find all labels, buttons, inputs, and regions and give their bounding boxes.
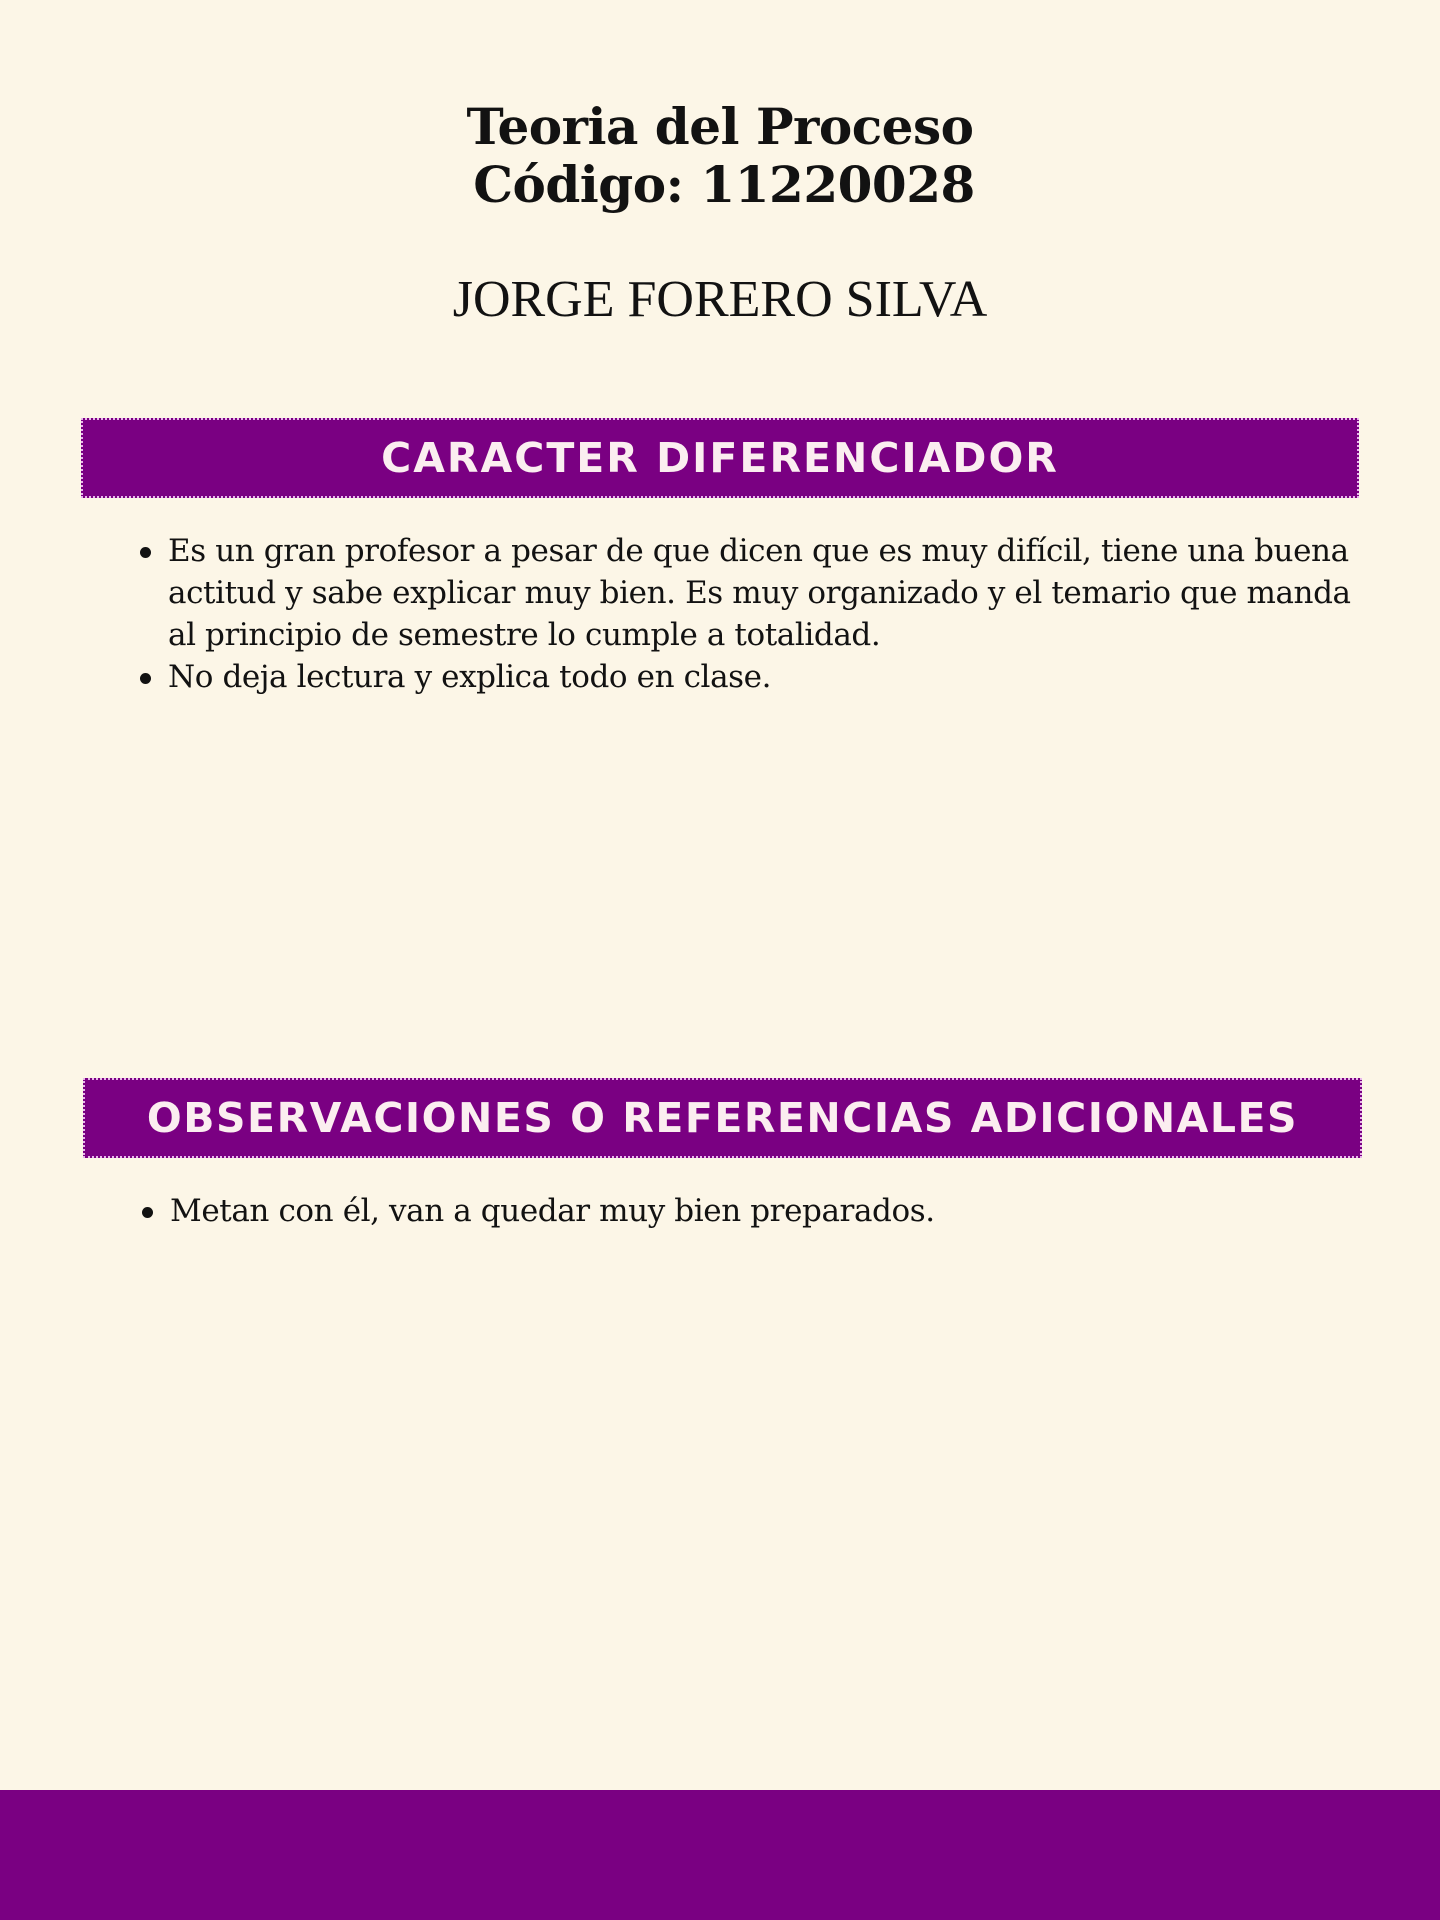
bullet-icon xyxy=(140,547,151,558)
list-item xyxy=(140,1190,1340,1232)
course-title: Teoria del Proceso xyxy=(466,97,974,156)
observaciones-list xyxy=(140,1190,1340,1232)
list-item xyxy=(138,656,1358,698)
list-item xyxy=(138,530,1358,656)
section-title: OBSERVACIONES O REFERENCIAS ADICIONALES xyxy=(146,1094,1299,1142)
list-item-text: Metan con él, van a quedar muy bien preparados. xyxy=(170,1193,935,1229)
list-item-text: No deja lectura y explica todo en clase. xyxy=(168,659,772,695)
bullet-icon xyxy=(140,673,151,684)
document-header xyxy=(0,98,1440,214)
section-title: CARACTER DIFERENCIADOR xyxy=(381,434,1059,482)
caracter-diferenciador-list xyxy=(138,530,1358,698)
section-banner-caracter-diferenciador xyxy=(81,418,1359,498)
bullet-icon xyxy=(142,1207,153,1218)
list-item-text: Es un gran profesor a pesar de que dicen que es muy difícil, tiene una buena actitud y sabe explicar muy bien. Es muy organizado y el temario que manda al principio de semestre lo cumple a totalidad. xyxy=(168,533,1351,653)
footer-bar xyxy=(0,1790,1440,1920)
course-code: Código: 11220028 xyxy=(473,155,975,214)
section-banner-observaciones xyxy=(83,1078,1362,1158)
professor-name: JORGE FORERO SILVA xyxy=(452,271,988,328)
